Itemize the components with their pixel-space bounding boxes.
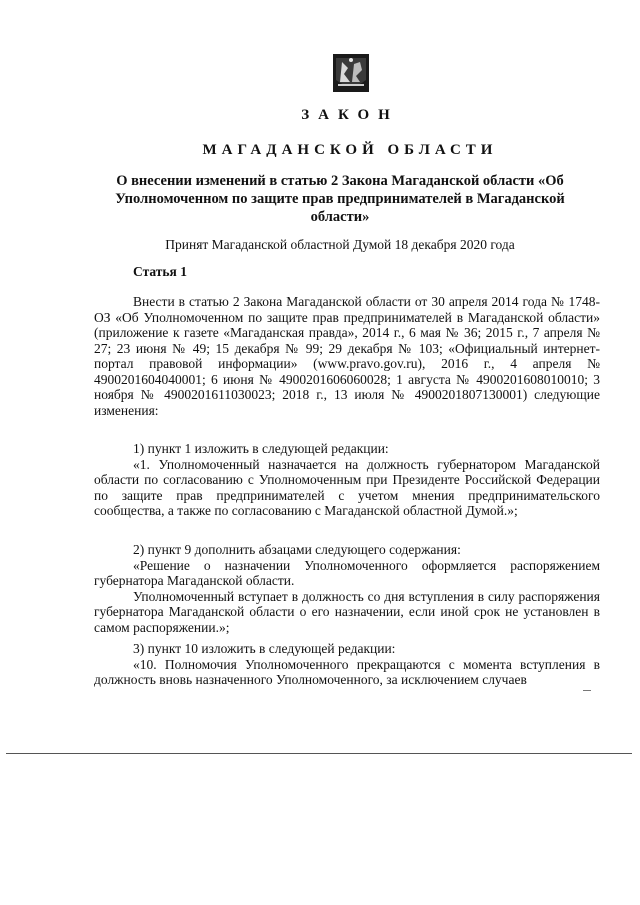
item-1-text: «1. Уполномоченный назначается на должность губернатором Магаданской области по согласованию с Уполномоченным при Президенте Российской Федерации по защите прав предпринимателей с учетом мнения предпринимательского сообщества, а также по согласованию с Магаданской областной Думой.»; <box>94 456 600 518</box>
document-title: ЗАКОН <box>301 107 399 123</box>
margin-mark <box>583 690 591 691</box>
intro-paragraph <box>94 294 600 418</box>
item-2-intro: 2) пункт 9 дополнить абзацами следующего содержания: <box>133 542 461 557</box>
adoption-note: Принят Магаданской областной Думой 18 декабря 2020 года <box>165 237 515 252</box>
item-3 <box>94 641 600 688</box>
item-2 <box>94 542 600 635</box>
article-heading: Статья 1 <box>133 264 187 279</box>
page-bottom-rule <box>6 753 632 754</box>
item-2-text-b: Уполномоченный вступает в должность со дня вступления в силу распоряжения губернатора Магаданской области о его назначении, если иной срок не установлен в самом распоряжении.»; <box>94 588 600 635</box>
item-3-text: «10. Полномочия Уполномоченного прекращаются с момента вступления в должность вновь назначенного Уполномоченного, за исключением случаев <box>94 656 600 687</box>
coat-of-arms-emblem <box>330 52 372 94</box>
document-region: МАГАДАНСКОЙ ОБЛАСТИ <box>202 142 498 158</box>
item-1-intro: 1) пункт 1 изложить в следующей редакции: <box>133 441 389 456</box>
intro-text: Внести в статью 2 Закона Магаданской области от 30 апреля 2014 года № 1748-ОЗ «Об Уполномоченном по защите прав предпринимателей в Магаданской области» (приложение к газете «Магаданская правда», 2014 г., 6 мая № 36; 2015 г., 7 апреля № 27; 23 июня № 49; 15 декабря № 99; 29 декабря № 103; «Официальный интернет-портал правовой информации» (www.pravo.gov.ru), 2016 г., 4 апреля № 4900201604040001; 6 июня № 4900201606060028; 1 августа № 4900201608010010; 3 ноября № 4900201611030023; 2018 г., 13 июля № 4900201807130001) следующие изменения: <box>94 294 600 418</box>
item-2-text-a: «Решение о назначении Уполномоченного оформляется распоряжением губернатора Магаданской области. <box>94 557 600 588</box>
law-name: О внесении изменений в статью 2 Закона Магаданской области «Об Уполномоченном по защите прав предпринимателей в Магаданской области» <box>115 173 565 225</box>
item-1 <box>94 441 600 519</box>
item-3-intro: 3) пункт 10 изложить в следующей редакции: <box>133 641 396 656</box>
